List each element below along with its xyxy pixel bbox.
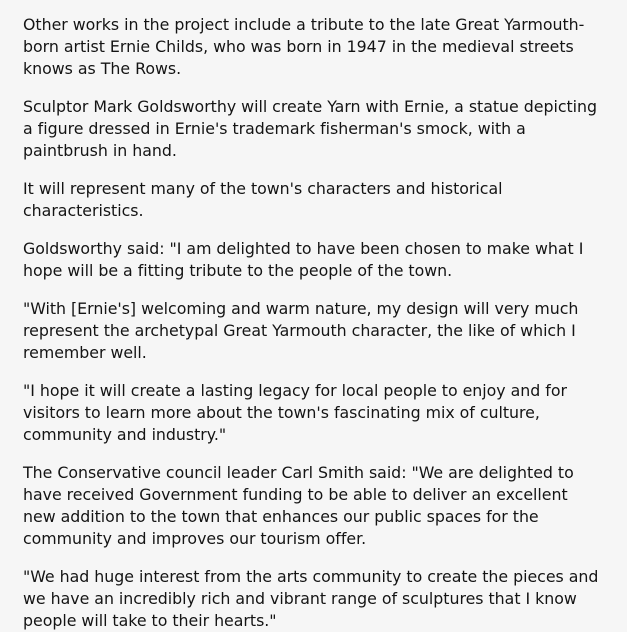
- paragraph-town-characters: It will represent many of the town's characters and historical characteristics.: [23, 179, 503, 220]
- paragraph-ernie-nature-quote: "With [Ernie's] welcoming and warm nature, my design will very much represent the archetypal Great Yarmouth character, the like of which I remember well.: [23, 299, 579, 362]
- paragraph-ernie-childs-tribute: Other works in the project include a tribute to the late Great Yarmouth-born artist Ernie Childs, who was born in 1947 in the medieval streets knows as The Rows.: [23, 15, 585, 78]
- paragraph-legacy-quote: "I hope it will create a lasting legacy for local people to enjoy and for visitors to learn more about the town's fascinating mix of culture, community and industry.": [23, 381, 567, 444]
- paragraph-yarn-with-ernie: Sculptor Mark Goldsworthy will create Yarn with Ernie, a statue depicting a figure dressed in Ernie's trademark fisherman's smock, with a paintbrush in hand.: [23, 97, 598, 160]
- paragraph-carl-smith-quote: The Conservative council leader Carl Smith said: "We are delighted to have received Government funding to be able to deliver an excellent new addition to the town that enhances our public spaces for the community and improves our tourism offer.: [23, 463, 574, 548]
- paragraph-arts-community-quote: "We had huge interest from the arts community to create the pieces and we have an incredibly rich and vibrant range of sculptures that I know people will take to their hearts.": [23, 567, 599, 630]
- paragraph-goldsworthy-quote: Goldsworthy said: "I am delighted to have been chosen to make what I hope will be a fitting tribute to the people of the town.: [23, 239, 584, 280]
